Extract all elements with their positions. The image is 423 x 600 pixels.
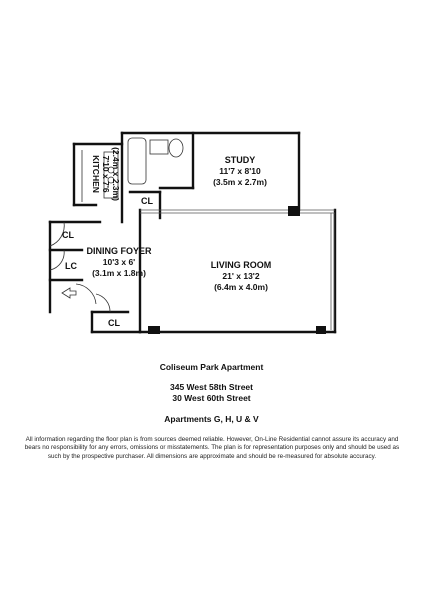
living-room-label: LIVING ROOM [210, 260, 272, 270]
dining-foyer-dims: 10'3 x 6' [102, 257, 136, 267]
living-room-metric: (6.4m x 4.0m) [214, 282, 268, 292]
study-dims: 11'7 x 8'10 [219, 166, 261, 176]
foyer-linen-closet-label: LC [65, 261, 77, 271]
kitchen-metric: (2.4m x 2.3m) [111, 147, 121, 201]
kitchen-dims: 7'10 x 7'6 [101, 155, 111, 193]
building-name: Coliseum Park Apartment [159, 362, 264, 372]
apartments-line: Apartments G, H, U & V [164, 414, 259, 424]
kitchen-label: KITCHEN [91, 155, 101, 193]
address-line-2: 30 West 60th Street [172, 393, 251, 403]
dining-foyer-metric: (3.1m x 1.8m) [92, 268, 146, 278]
address-line-1: 345 West 58th Street [170, 382, 253, 392]
entry-arrow-icon [62, 288, 76, 298]
disclaimer-text: All information regarding the floor plan is from sources deemed reliable. However, On-Line Residential cannot assure its accuracy and bears no responsibility for any errors, omissions or misstatements. The plan is for representation purposes only and should be used as such by the prospective purchaser. All dimensions are approximate and should be re-measured for absolute accuracy. [24, 436, 400, 460]
study-label: STUDY [224, 155, 256, 165]
foyer-closet-label: CL [62, 230, 74, 240]
study-metric: (3.5m x 2.7m) [213, 177, 267, 187]
study-closet-label: CL [141, 196, 153, 206]
entry-closet-label: CL [108, 318, 120, 328]
dining-foyer-label: DINING FOYER [86, 246, 152, 256]
living-room-dims: 21' x 13'2 [222, 271, 260, 281]
